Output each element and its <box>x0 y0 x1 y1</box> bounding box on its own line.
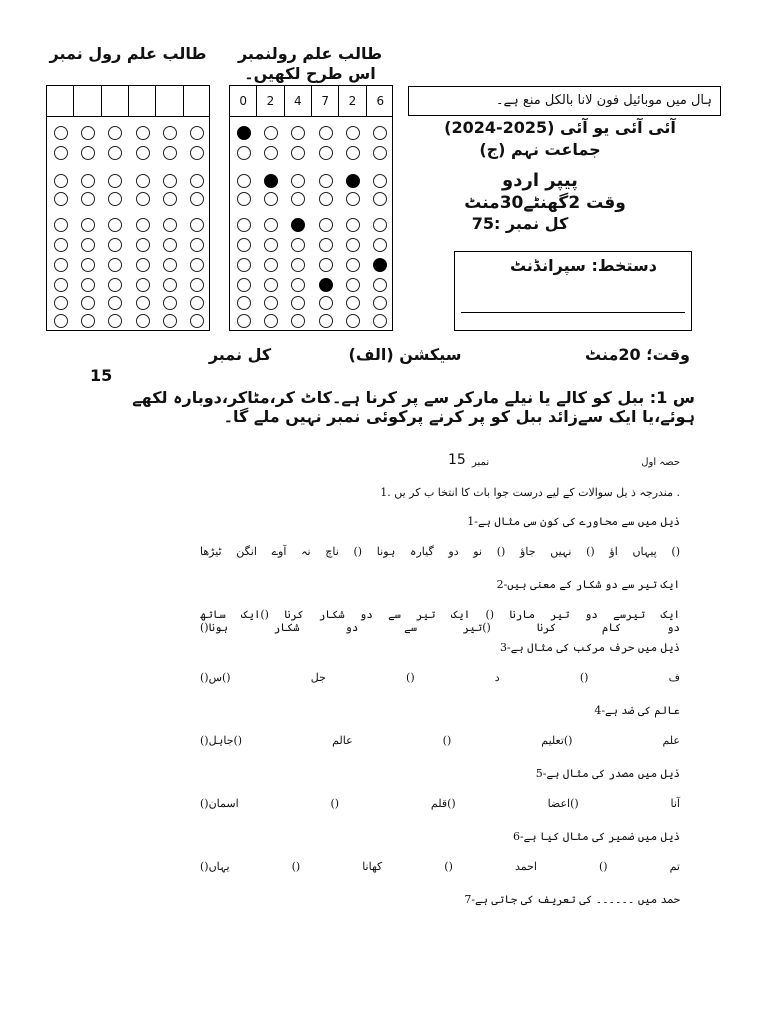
roll-bubble[interactable] <box>190 258 204 272</box>
part-marks-value: 15 <box>448 452 466 468</box>
total-marks: کل نمبر :75 <box>471 214 569 233</box>
roll-bubble[interactable] <box>54 126 68 140</box>
part-marks-word: نمبر <box>472 457 490 468</box>
paper-title: پیپر اردو <box>502 170 578 191</box>
school-name: آئی آئی یو آئی <box>560 118 676 137</box>
roll-bubble[interactable] <box>54 258 68 272</box>
roll-number-bubble-grid-example <box>229 85 393 331</box>
roll-bubble <box>319 296 333 310</box>
roll-bubble[interactable] <box>136 192 150 206</box>
question-options[interactable]: ف () د () جل ()س() <box>200 671 680 684</box>
roll-bubble <box>319 126 333 140</box>
roll-bubble[interactable] <box>136 278 150 292</box>
roll-bubble[interactable] <box>81 258 95 272</box>
roll-bubble[interactable] <box>163 278 177 292</box>
roll-bubble[interactable] <box>136 238 150 252</box>
paper-time: وقت 2گھنٹے30منٹ <box>464 193 626 213</box>
roll-digit-cell: 2 <box>257 86 284 116</box>
roll-bubble <box>319 192 333 206</box>
roll-bubble <box>264 238 278 252</box>
roll-bubble <box>346 238 360 252</box>
question-text: ایک تیر سے دو شکار کے معنی ہیں-2 <box>496 578 680 591</box>
question-options[interactable]: () پیہاں اؤ () نہیں جاؤ () نو دو گیارہ ہونا () ناچ نہ آوے انگن ٹیڑھا <box>200 545 680 558</box>
roll-bubble <box>237 314 251 328</box>
roll-bubble[interactable] <box>81 174 95 188</box>
header-school-session <box>420 118 700 137</box>
roll-bubble <box>237 296 251 310</box>
roll-bubble <box>264 218 278 232</box>
question-text: حمد میں ۔۔۔۔۔۔ کی تعریف کی جاتی ہے-7 <box>464 893 680 906</box>
roll-bubble[interactable] <box>108 278 122 292</box>
roll-bubble[interactable] <box>190 126 204 140</box>
roll-bubble[interactable] <box>190 238 204 252</box>
roll-bubble[interactable] <box>54 238 68 252</box>
roll-bubble[interactable] <box>136 146 150 160</box>
roll-bubble[interactable] <box>136 314 150 328</box>
bubble-instruction: س 1: ببل کو کالے یا نیلے مارکر سے پر کرنا ہے۔کاٹ کر،مٹاکر،دوبارہ لکھے ہوئے،یا ایک سےزائد ببل کو پر کرنے پرکوئی نمبر نہیں ملے گا۔ <box>132 388 695 426</box>
roll-bubble <box>319 278 333 292</box>
roll-bubble[interactable] <box>190 314 204 328</box>
roll-bubble <box>237 192 251 206</box>
superintendent-signature-box <box>454 251 692 331</box>
roll-bubble <box>373 174 387 188</box>
roll-bubble[interactable] <box>108 296 122 310</box>
mobile-phone-notice-box <box>408 86 721 116</box>
roll-bubble[interactable] <box>163 146 177 160</box>
question-text: عالم کی ضد ہے-4 <box>594 704 680 717</box>
signature-label: دستخط: سپرانڈنٹ <box>509 256 657 275</box>
roll-bubble <box>264 296 278 310</box>
roll-bubble <box>373 126 387 140</box>
question-options[interactable]: آنا ()اعضا ()قلم () اسمان() <box>200 797 680 810</box>
roll-bubble[interactable] <box>81 218 95 232</box>
roll-bubble <box>346 218 360 232</box>
roll-bubble[interactable] <box>163 314 177 328</box>
roll-bubble <box>237 238 251 252</box>
section-marks-label: کل نمبر <box>208 345 272 364</box>
roll-digit-cell: 0 <box>230 86 257 116</box>
roll-bubble[interactable] <box>108 238 122 252</box>
roll-bubble[interactable] <box>81 296 95 310</box>
roll-digit-cell <box>74 86 101 116</box>
roll-bubble[interactable] <box>190 218 204 232</box>
question-text: ذیل میں حرف مرکب کی مثال ہے-3 <box>500 641 680 654</box>
roll-bubble <box>346 278 360 292</box>
roll-bubble <box>346 146 360 160</box>
roll-bubble[interactable] <box>54 278 68 292</box>
roll-bubble <box>346 174 360 188</box>
roll-bubble[interactable] <box>54 314 68 328</box>
roll-bubble[interactable] <box>54 218 68 232</box>
roll-bubble <box>373 238 387 252</box>
roll-bubble <box>373 278 387 292</box>
roll-bubble[interactable] <box>136 218 150 232</box>
section-marks-value: 15 <box>90 366 113 385</box>
roll-bubble[interactable] <box>108 174 122 188</box>
roll-digit-cell <box>47 86 74 116</box>
roll-bubble <box>346 126 360 140</box>
roll-bubble[interactable] <box>163 174 177 188</box>
roll-bubble[interactable] <box>108 218 122 232</box>
roll-bubble <box>264 126 278 140</box>
roll-bubble[interactable] <box>54 192 68 206</box>
roll-bubble <box>264 174 278 188</box>
roll-bubble[interactable] <box>108 126 122 140</box>
roll-bubble <box>291 296 305 310</box>
roll-bubble <box>237 258 251 272</box>
question-options[interactable]: علم ()تعلیم () عالم ()جاہل() <box>200 734 680 747</box>
roll-bubble <box>346 258 360 272</box>
roll-digit-cell <box>184 86 211 116</box>
roll-bubble <box>237 278 251 292</box>
roll-bubble <box>291 218 305 232</box>
roll-bubble <box>291 278 305 292</box>
roll-bubble <box>319 218 333 232</box>
roll-bubble <box>291 238 305 252</box>
roll-bubble[interactable] <box>81 238 95 252</box>
roll-digit-cell <box>102 86 129 116</box>
roll-bubble <box>237 218 251 232</box>
roll-bubble <box>291 174 305 188</box>
part-label: حصہ اول <box>641 457 680 468</box>
roll-digit-cell <box>156 86 183 116</box>
roll-bubble <box>319 174 333 188</box>
roll-bubble[interactable] <box>81 192 95 206</box>
roll-bubble <box>291 192 305 206</box>
roll-number-label-left: طالب علم رول نمبر <box>49 44 207 63</box>
roll-bubble <box>237 174 251 188</box>
roll-bubble[interactable] <box>81 314 95 328</box>
roll-bubble[interactable] <box>136 174 150 188</box>
roll-bubble[interactable] <box>81 278 95 292</box>
section-title: سیکشن (الف) <box>348 345 462 364</box>
roll-bubble[interactable] <box>190 296 204 310</box>
roll-bubble <box>373 258 387 272</box>
roll-bubble[interactable] <box>54 174 68 188</box>
roll-bubble[interactable] <box>163 238 177 252</box>
roll-bubble[interactable] <box>81 126 95 140</box>
roll-bubble <box>373 218 387 232</box>
roll-bubble[interactable] <box>163 218 177 232</box>
roll-bubble[interactable] <box>136 258 150 272</box>
question-text: ذیل میں ضمیر کی مثال کیا ہے-6 <box>512 830 680 843</box>
roll-bubble[interactable] <box>190 174 204 188</box>
roll-digit-cell: 6 <box>376 94 385 108</box>
roll-bubble <box>237 146 251 160</box>
roll-bubble <box>319 146 333 160</box>
roll-bubble <box>264 146 278 160</box>
roll-bubble[interactable] <box>108 258 122 272</box>
roll-bubble <box>291 126 305 140</box>
roll-bubble[interactable] <box>108 192 122 206</box>
roll-bubble[interactable] <box>108 146 122 160</box>
roll-bubble <box>346 192 360 206</box>
roll-bubble <box>264 314 278 328</box>
roll-bubble <box>237 126 251 140</box>
question-text: ذیل میں مصدر کی مثال ہے-5 <box>535 767 680 780</box>
roll-bubble <box>319 314 333 328</box>
roll-bubble[interactable] <box>81 146 95 160</box>
roll-bubble <box>291 146 305 160</box>
question-options[interactable]: ایک تیرسے دو تیر مارنا () ایک تیر سے دو شکار کرنا ()ایک ساتھ دو کام کرنا ()تیر سے دو شکار ہونا() <box>200 608 680 634</box>
roll-digit-cell: 7 <box>312 86 339 116</box>
section-time: وقت؛ 20منٹ <box>585 345 690 364</box>
class-line: جماعت نہم (ج) <box>479 140 601 159</box>
roll-bubble[interactable] <box>190 146 204 160</box>
roll-bubble <box>291 314 305 328</box>
roll-digit-cell <box>129 86 156 116</box>
roll-bubble <box>373 192 387 206</box>
roll-bubble[interactable] <box>54 296 68 310</box>
roll-bubble[interactable] <box>190 278 204 292</box>
roll-bubble <box>346 296 360 310</box>
roll-bubble <box>264 192 278 206</box>
roll-bubble <box>346 314 360 328</box>
questions-intro: . مندرجہ ذ یل سوالات کے لیے درست جوا بات کا انتخا ب کر یں .1 <box>380 486 680 499</box>
roll-bubble[interactable] <box>190 192 204 206</box>
question-options[interactable]: تم () احمد () کھانا () یہاں() <box>200 860 680 873</box>
roll-bubble[interactable] <box>163 258 177 272</box>
roll-bubble <box>319 238 333 252</box>
roll-bubble <box>373 296 387 310</box>
roll-bubble <box>373 314 387 328</box>
roll-number-bubble-grid-blank <box>46 85 210 331</box>
roll-bubble <box>319 258 333 272</box>
roll-bubble[interactable] <box>163 296 177 310</box>
roll-bubble <box>264 278 278 292</box>
mobile-phone-notice: ہال میں موبائیل فون لانا بالکل منع ہے۔ <box>495 93 712 108</box>
roll-digit-cell: 2 <box>339 86 366 116</box>
roll-digit-cell: 4 <box>285 86 312 116</box>
roll-bubble[interactable] <box>108 314 122 328</box>
roll-bubble <box>291 258 305 272</box>
roll-number-label-right: طالب علم رولنمبر اس طرح لکھیں۔ <box>237 44 383 83</box>
roll-bubble[interactable] <box>54 146 68 160</box>
session-years: (2025-2024) <box>444 118 555 137</box>
roll-bubble <box>264 258 278 272</box>
roll-bubble[interactable] <box>136 126 150 140</box>
roll-bubble[interactable] <box>163 126 177 140</box>
signature-line <box>461 312 685 313</box>
roll-bubble[interactable] <box>136 296 150 310</box>
roll-bubble <box>373 146 387 160</box>
question-text: ذیل میں سے محاورے کی کون سی مثال ہے-1 <box>467 515 680 528</box>
roll-bubble[interactable] <box>163 192 177 206</box>
